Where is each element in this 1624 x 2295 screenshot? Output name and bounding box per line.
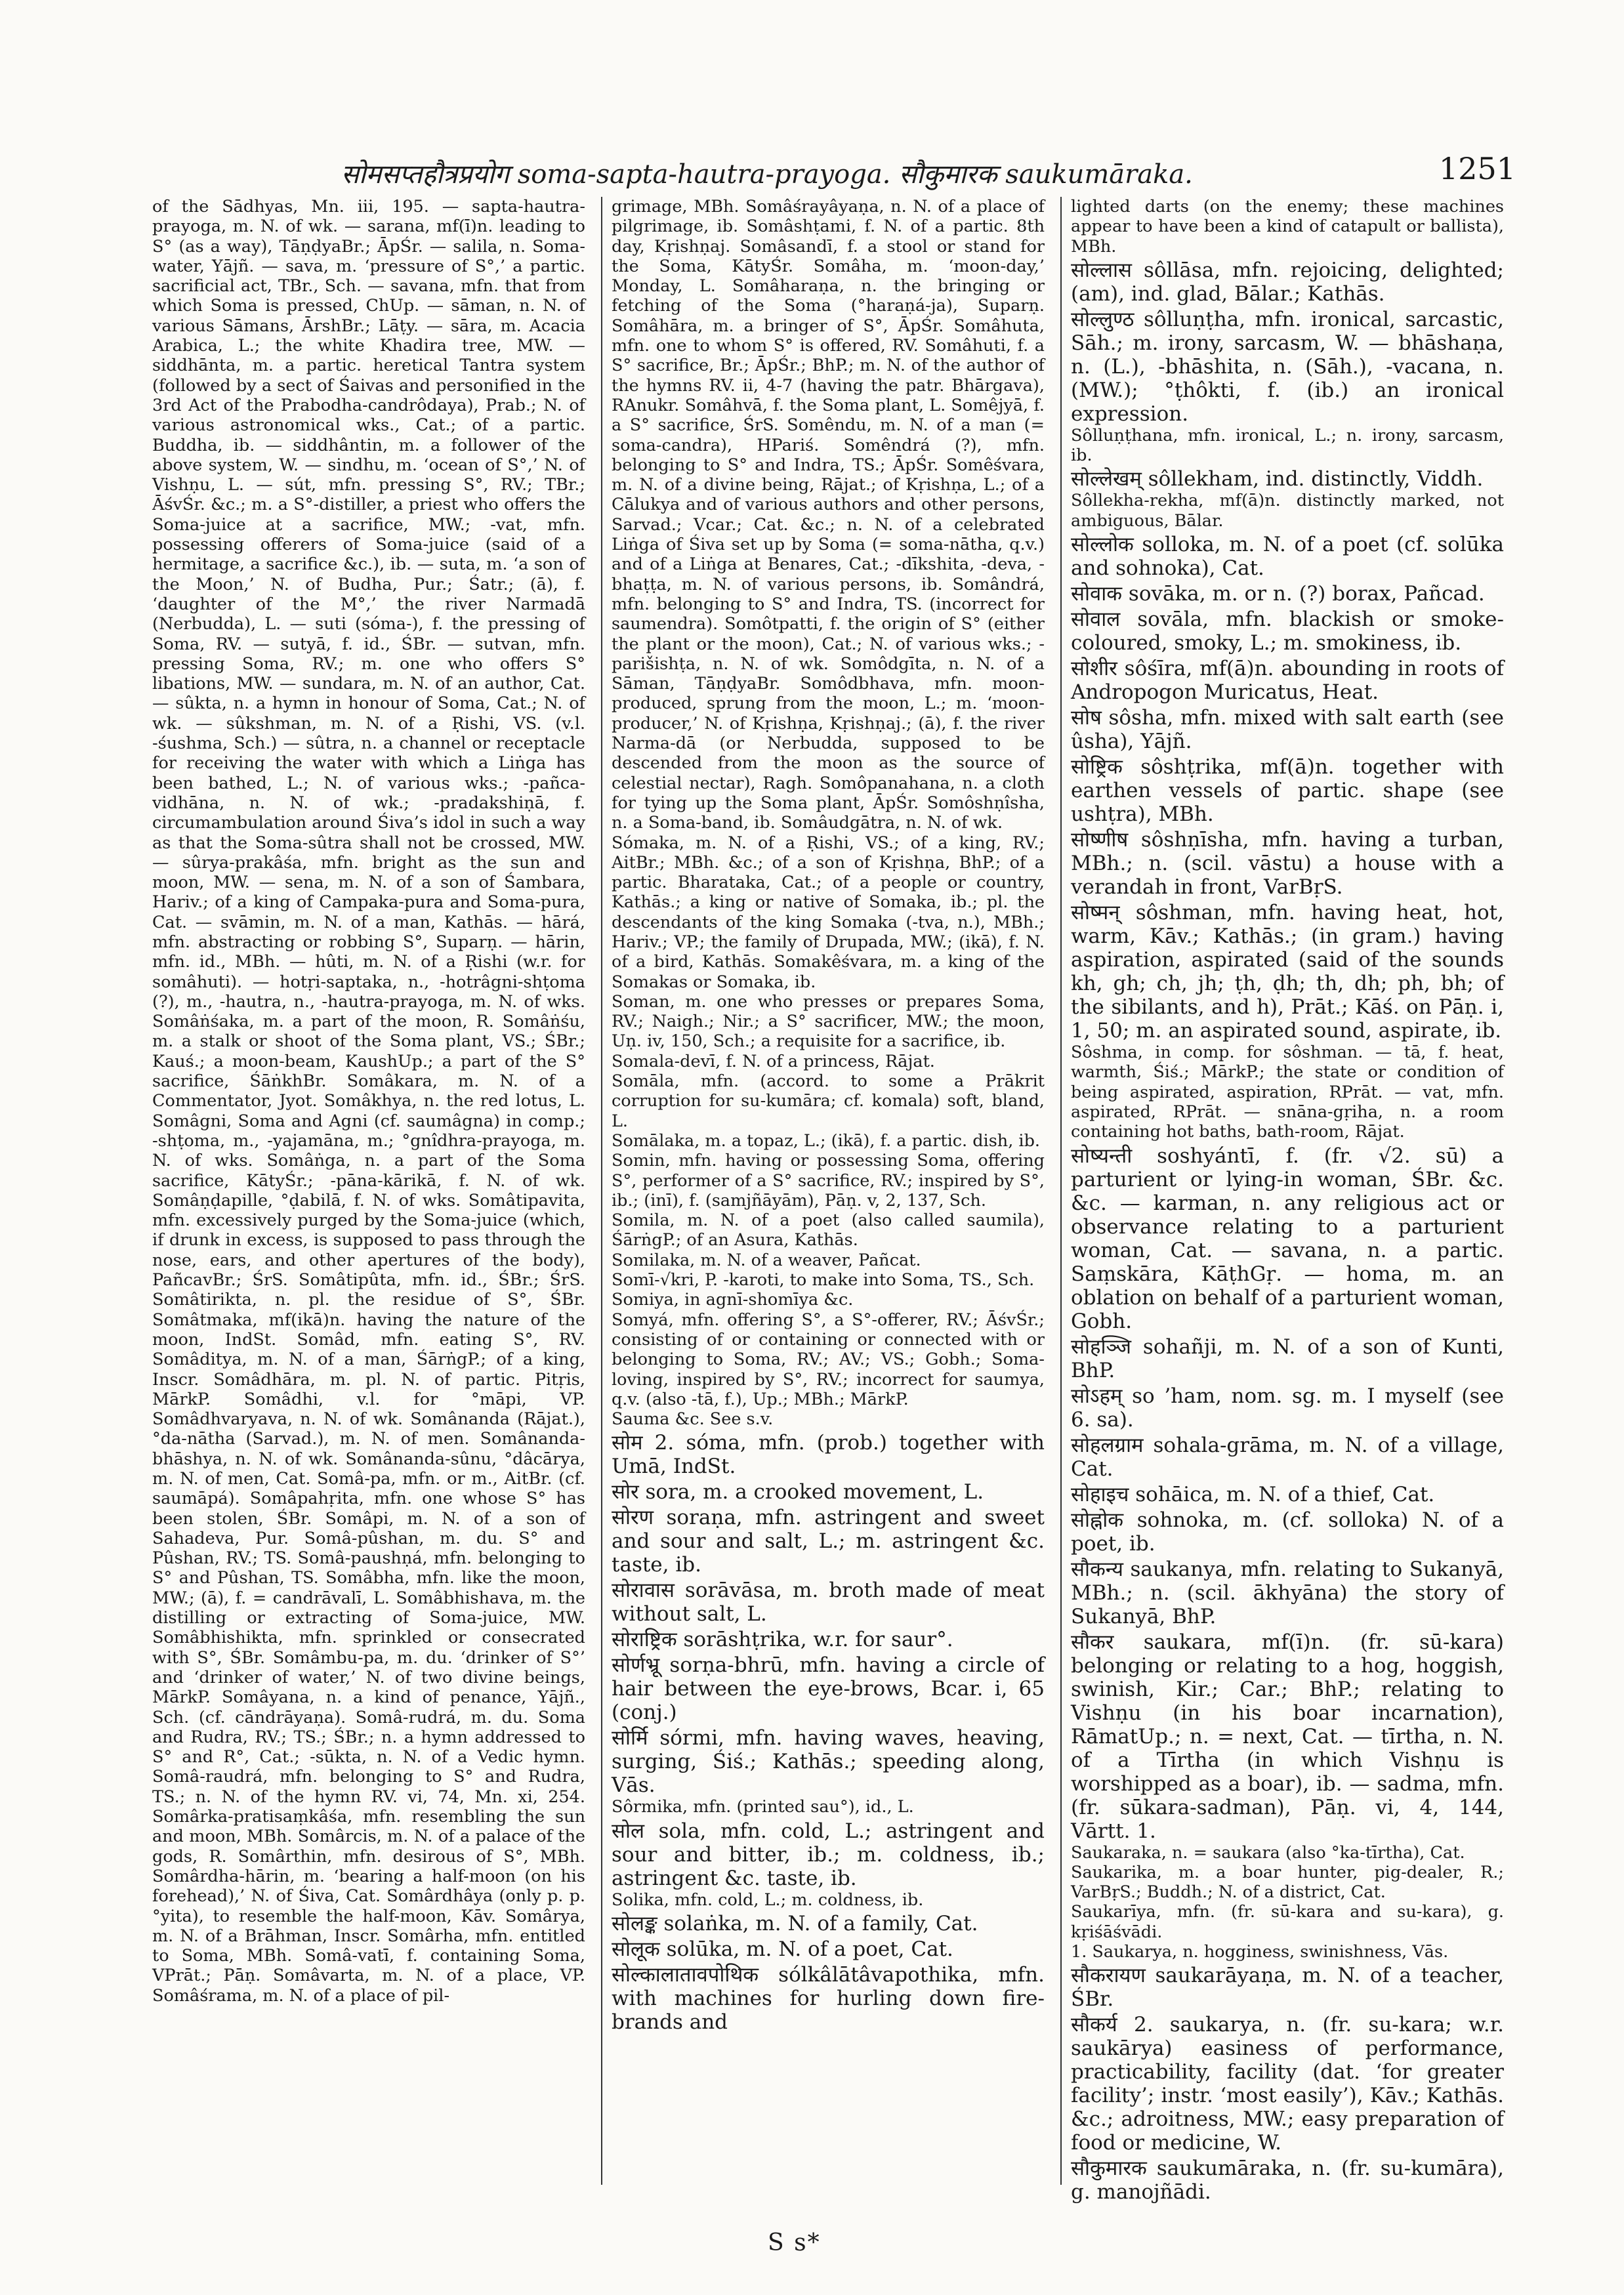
headword-entry: सौकर saukara, mf(ī)n. (fr. sū-kara) belonging or relating to a hog, hoggish, swinish, Kir.; Car.; BhP.; relating to Vishṇu (in his boar incarnation), RāmatUp.; n. = next, Cat. — tīrtha, n. N. of a Tīrtha (in which Vishṇu is worshipped as a boar), ib. — sadma, mfn. (fr. sūkara-sadman), Pāṇ. vi, 4, 144, Vārtt. 1. [1071,1630,1504,1843]
headword-entry: सोष sôsha, mfn. mixed with salt earth (see ûsha), Yājñ. [1071,706,1504,754]
entry-text: Somala-devī, f. N. of a princess, Rājat. [612,1051,935,1071]
headword-entry: सोष्मन् sôshman, mfn. having heat, hot, warm, Kāv.; Kathās.; (in gram.) having aspiration, aspirated (said of the sounds kh, gh; ch, jh; ṭh, ḍh; th, dh; ph, bh; of the sibilants, and h), Prāt.; Kāś. on Pāṇ. i, 1, 50; m. an aspirated sound, aspirate, ib. [1071,901,1504,1043]
entry-text: lighted darts (on the enemy; these machines appear to have been a kind of catapult or ballista), MBh. [1071,197,1504,257]
entry-text: Sómaka, m. N. of a Ṛishi, VS.; of a king, RV.; AitBr.; MBh. &c.; of a son of Kṛishṇa, BhP.; of a partic. Bharataka, Cat.; of a people or country, Kathās.; a king or native of Somaka, ib.; pl. the descendants of the king Somaka (-tva, n.), MBh.; Hariv.; VP.; the family of Drupada, MW.; (ikā), f. N. of a bird, Kathās. Somakêśvara, m. a king of the Somakas or Somaka, ib. [612,833,1045,992]
headword-entry: सोष्यन्ती soshyántī, f. (fr. √2. sū) a parturient or lying-in woman, ŚBr. &c. &c. — karman, n. any religious act or observance relating to a parturient woman, Cat. — savana, n. a partic. Saṃskāra, KāṭhGṛ. — homa, m. an oblation on behalf of a parturient woman, Gobh. [1071,1144,1504,1333]
entry-text: Somāla, mfn. (accord. to some a Prākrit corruption for su-kumāra; cf. komala) soft, bland, L. [612,1071,1045,1131]
entry-text: Solika, mfn. cold, L.; m. coldness, ib. [612,1890,924,1910]
headword-entry: सोर sora, m. a crooked movement, L. [612,1480,984,1504]
headword-entry: सोर्मि sórmi, mfn. having waves, heaving, surging, Śiś.; Kathās.; speeding along, Vās. [612,1726,1045,1798]
signature-mark: S s* [768,2229,821,2256]
headword-entry: सोष्णीष sôshṇīsha, mfn. having a turban, MBh.; n. (scil. vāstu) a house with a verandah in front, VarBṛS. [1071,828,1504,899]
headword-entry: सोरावास sorāvāsa, m. broth made of meat without salt, L. [612,1579,1045,1626]
entry-text: Somila, m. N. of a poet (also called saumila), ŚārṅgP.; of an Asura, Kathās. [612,1210,1045,1251]
entry-text: Sôlluṇṭhana, mfn. ironical, L.; n. irony, sarcasm, ib. [1071,425,1504,466]
headword-entry: सोल sola, mfn. cold, L.; astringent and sour and bitter, ib.; m. coldness, ib.; astringent &c. taste, ib. [612,1819,1045,1890]
entry-text: Sauma &c. See s.v. [612,1409,774,1430]
headword-entry: सोशीर sôśīra, mf(ā)n. abounding in roots of Andropogon Muricatus, Heat. [1071,657,1504,705]
headword-entry: सोवाल sovāla, mfn. blackish or smoke-coloured, smoky, L.; m. smokiness, ib. [1071,608,1504,655]
headword-entry: सौकर्य 2. saukarya, n. (fr. su-kara; w.r. saukārya) easiness of performance, practicability, facility (dat. ‘for greater facility’; instr. ‘most easily’), Kāv.; Kathās. &c.; adroitness, MW.; easy preparation of food or medicine, W. [1071,2013,1504,2155]
page-number: 1251 [1438,151,1516,186]
headword-entry: सोलङ्क solaṅka, m. N. of a family, Cat. [612,1912,978,1935]
headword-entry: सोल्लुण्ठ sôlluṇṭha, mfn. ironical, sarcastic, Sāh.; m. irony, sarcasm, W. — bhāshaṇa, n. (L.), -bhāshita, n. (Sāh.), -vacana, n. (MW.); °ṭhôkti, f. (ib.) an ironical expression. [1071,307,1504,426]
headword-entry: सोल्कालातावपोथिक sólkâlātâvapothika, mfn. with machines for hurling down fire-brands and [612,1963,1045,2034]
column-divider [1060,197,1062,2185]
headword-entry: सोहलग्राम sohala-grāma, m. N. of a village, Cat. [1071,1433,1504,1481]
headword-entry: सोर्णभ्रू sorṇa-bhrū, mfn. having a circle of hair between the eye-brows, Bcar. i, 65 (conj.) [612,1653,1045,1725]
column-1 [152,197,585,2185]
headword-entry: सोरण soraṇa, mfn. astringent and sweet and sour and salt, L.; m. astringent &c. taste, ib. [612,1506,1045,1577]
entry-text: Sôllekha-rekha, mf(ā)n. distinctly marked, not ambiguous, Bālar. [1071,491,1504,531]
entry-text: Soman, m. one who presses or prepares Soma, RV.; Naigh.; Nir.; a S° sacrificer, MW.; the moon, Uṇ. iv, 150, Sch.; a requisite for a sacrifice, ib. [612,991,1045,1052]
header-left-headword: सोमसप्तहौत्रप्रयोग soma-sapta-hautra-prayoga. [341,159,891,190]
headword-entry: सोहञ्जि sohañji, m. N. of a son of Kunti, BhP. [1071,1334,1504,1382]
column-divider [601,197,602,2185]
dictionary-columns [152,197,1517,2204]
entry-text: grimage, MBh. Somâśrayâyaṇa, n. N. of a place of pilgrimage, ib. Somâshṭami, f. N. of a partic. 8th day, Kṛishṇaj. Somâsandī, f. a stool or stand for the Soma, KātyŚr. Somâha, m. ‘moon-day,’ Monday, L. Somâharaṇa, n. the bringing or fetching of the Soma (°haraṇá-ja), Suparṇ. Somâhāra, m. a bringer of S°, ĀpŚr. Somâhuta, mfn. one to whom S° is offered, RV. Somâhuti, f. a S° sacrifice, Br.; ĀpŚr.; BhP.; m. N. of the author of the hymns RV. ii, 4-7 (having the patr. Bhārgava), RAnukr. Somâhvā, f. the Soma plant, L. Somêjyā, f. a S° sacrifice, ŚrS. Somêndu, m. N. of a man (= soma-candra), HPariś. Somêndrá (?), mfn. belonging to S° and Indra, TS.; ĀpŚr. Somêśvara, m. N. of a divine being, Rājat.; of Kṛishṇa, L.; of a Cālukya and of various authors and other persons, Sarvad.; Vcar.; Cat. &c.; n. N. of a celebrated Liṅga of Śiva set up by Soma (= soma-nātha, q.v.) and of a Liṅga at Benares, Cat.; -dīkshita, -deva, -bhaṭṭa, m. N. of various persons, ib. Somândrá, mfn. belonging to S° and Indra, TS. (incorrect for saumendra). Somôtpatti, f. the origin of S° (either the plant or the moon), Cat.; N. of various wks.; -parišishṭa, n. N. of wk. Somôdgīta, n. N. of a Sāman, TāṇḍyaBr. Somôdbhava, mfn. moon-produced, sprung from the moon, L.; m. ‘moon-producer,’ N. of Kṛishṇa, Kṛishṇaj.; (ā), f. the river Narma-dā (or Nerbudda, supposed to be descended from the moon as the source of celestial nectar), Ragh. Somôpanahana, n. a cloth for tying up the Soma plant, ĀpŚr. Somôshṇîsha, n. a Soma-band, ib. Somâudgātra, n. N. of wk. [612,197,1045,833]
entry-text: Sôshma, in comp. for sôshman. — tā, f. heat, warmth, Śiś.; MārkP.; the state or condition of being aspirated, aspiration, RPrāt. — vat, mfn. aspirated, RPrāt. — snāna-gṛiha, n. a room containing hot baths, bath-room, Rājat. [1071,1043,1504,1142]
column-2 [612,197,1045,2185]
headword-entry: सोह्नोक sohnoka, m. (cf. solloka) N. of a poet, ib. [1071,1508,1504,1556]
headword-entry: सौकन्य saukanya, mfn. relating to Sukanyā, MBh.; n. (scil. ākhyāna) the story of Sukanyā, BhP. [1071,1557,1504,1628]
entry-text: Saukaraka, n. = saukara (also °ka-tīrtha), Cat. [1071,1842,1465,1863]
entry-text: Somyá, mfn. offering S°, a S°-offerer, RV.; ĀśvŚr.; consisting of or containing or connected with or belonging to Soma, RV.; AV.; VS.; Gobh.; Soma-loving, inspired by S°, RV.; incorrect for saumya, q.v. (also -tā, f.), Up.; MBh.; MārkP. [612,1310,1045,1409]
running-header [151,146,1516,192]
headword-entry: सोम 2. sóma, mfn. (prob.) together with Umā, IndSt. [612,1431,1045,1479]
headword-entry: सोल्लेखम् sôllekham, ind. distinctly, Viddh. [1071,467,1484,491]
headword-entry: सोवाक sovāka, m. or n. (?) borax, Pañcad. [1071,582,1485,606]
headword-entry: सोऽहम् so ’ham, nom. sg. m. I myself (see 6. sa). [1071,1384,1504,1432]
headword-entry: सोल्लास sôllāsa, mfn. rejoicing, delighted; (am), ind. glad, Bālar.; Kathās. [1071,258,1504,306]
entry-text: Saukarika, m. a boar hunter, pig-dealer, R.; VarBṛS.; Buddh.; N. of a district, Cat. [1071,1862,1504,1903]
header-right-headword: सौकुमारक saukumāraka. [899,159,1193,190]
headword-entry: सौकुमारक saukumāraka, n. (fr. su-kumāra), g. manojñādi. [1071,2157,1504,2204]
entry-text: of the Sādhyas, Mn. iii, 195. — sapta-hautra-prayoga, m. N. of wk. — sarana, mf(ī)n. leading to S° (as a way), TāṇḍyaBr.; ĀpŚr. — salila, n. Soma-water, Yājñ. — sava, m. ‘pressure of S°,’ a partic. sacrificial act, TBr., Sch. — savana, mfn. that from which Soma is pressed, ChUp. — sāman, n. N. of various Sāmans, ĀrshBr.; Lāṭy. — sāra, m. Acacia Arabica, L.; the white Khadira tree, MW. — siddhānta, m. a partic. heretical Tantra system (followed by a sect of Śaivas and personified in the 3rd Act of the Prabodha-candrôdaya), Prab.; N. of various astronomical wks., Cat.; of a partic. Buddha, ib. — siddhântin, m. a follower of the above system, W. — sindhu, m. ‘ocean of S°,’ N. of Vishṇu, L. — sút, mfn. pressing S°, RV.; TBr.; ĀśvŚr. &c.; m. a S°-distiller, a priest who offers the Soma-juice at a sacrifice, MW.; -vat, mfn. possessing offerers of Soma-juice (said of a hermitage, a sacrifice &c.), ib. — suta, m. ‘a son of the Moon,’ N. of Budha, Pur.; Śatr.; (ā), f. ‘daughter of the M°,’ the river Narmadā (Nerbudda), L. — suti (sóma-), f. the pressing of Soma, RV. — sutyā, f. id., ŚBr. — sutvan, mfn. pressing Soma, RV.; m. one who offers S° libations, MW. — sundara, m. N. of an author, Cat. — sûkta, n. a hymn in honour of Soma, Cat.; N. of wk. — sûkshman, m. N. of a Ṛishi, VS. (v.l. -śushma, Sch.) — sûtra, n. a channel or receptacle for receiving the water with which a Liṅga has been bathed, L.; N. of various wks.; -pañca-vidhāna, n. N. of wk.; -pradakshiṇā, f. circumambulation around Śiva’s idol in such a way as that the Soma-sûtra shall not be crossed, MW. — sûrya-prakâśa, mfn. bright as the sun and moon, MW. — sena, m. N. of a son of Śambara, Hariv.; of a king of Campaka-pura and Soma-pura, Cat. — svāmin, m. N. of a man, Kathās. — hārá, mfn. abstracting or robbing S°, Suparṇ. — hārin, mfn. id., MBh. — hûti, m. N. of a Ṛishi (w.r. for somâhuti). — hotṛi-saptaka, n., -hotrâgni-shṭoma (?), m., -hautra, n., -hautra-prayoga, m. N. of wks. Somâṅśaka, m. a part of the moon, R. Somâṅśu, m. a stalk or shoot of the Soma plant, VS.; ŚBr.; Kauś.; a moon-beam, KaushUp.; a part of the S° sacrifice, ŚāṅkhBr. Somâkara, m. N. of a Commentator, Jyot. Somâkhya, n. the red lotus, L. Somâgni, Soma and Agni (cf. saumâgna) in comp.; -shṭoma, m., -yajamāna, m.; °gnîdhra-prayoga, m. N. of wks. Somâṅga, n. a part of the Soma sacrifice, KātyŚr.; -pāna-kārikā, f. N. of wk. Somâṇḍapille, °ḍabilā, f. N. of wks. Somâtipavita, mfn. excessively purged by the Soma-juice (which, if drunk in excess, is supposed to pass through the nose, ears, and other apertures of the body), PañcavBr.; ŚrS. Somâtipûta, mfn. id., ŚBr.; ŚrS. Somâtirikta, n. pl. the residue of S°, ŚBr. Somâtmaka, mf(ikā)n. having the nature of the moon, IndSt. Somâd, mfn. eating S°, RV. Somâditya, m. N. of a man, ŚārṅgP.; of a king, Inscr. Somâdhāra, m. pl. N. of partic. Pitṛis, MārkP. Somâdhi, v.l. for °māpi, VP. Somâdhvaryava, n. N. of wk. Somânanda (Rājat.), °da-nātha (Sarvad.), m. N. of men. Somânanda-bhāshya, n. N. of wk. Somânanda-sûnu, °dâcārya, m. N. of men, Cat. Somâ-pa, mfn. or m., AitBr. (cf. saumāpá). Somâpahṛita, mfn. one whose S° has been stolen, ŚBr. Somâpi, m. N. of a son of Sahadeva, Pur. Somâ-pûshan, m. du. S° and Pûshan, RV.; TS. Somâ-paushṇá, mfn. belonging to S° and Pûshan, TS. Somâbha, mfn. like the moon, MW.; (ā), f. = candrāvalī, L. Somâbhishava, m. the distilling or extracting of Soma-juice, MW. Somâbhishikta, mfn. sprinkled or consecrated with S°, ŚBr. Somâmbu-pa, m. du. ‘drinker of S°’ and ‘drinker of water,’ N. of two divine beings, MārkP. Somâyana, n. a kind of penance, Yājñ., Sch. (cf. cāndrāyaṇa). Somâ-rudrá, m. du. Soma and Rudra, RV.; TS.; ŚBr.; n. a hymn addressed to S° and R°, Cat.; -sūkta, n. N. of a Vedic hymn. Somâ-raudrá, mfn. belonging to S° and Rudra, TS.; n. N. of the hymn RV. vi, 74, Mn. xi, 254. Somârka-pratisaṃkâśa, mfn. resembling the sun and moon, MBh. Somârcis, m. N. of a palace of the gods, R. Somârthin, mfn. desirous of S°, MBh. Somârdha-hārin, m. ‘bearing a half-moon (on his forehead),’ N. of Śiva, Cat. Somârdhâya (only p. p. °yita), to resemble the half-moon, Kāv. Somârya, m. N. of a Brāhman, Inscr. Somârha, mfn. entitled to Soma, MBh. Somâ-vatī, f. containing Soma, VPrāt.; Pāṇ. Somâvarta, m. N. of a place, VP. Somâśrama, m. N. of a place of pil- [152,197,585,2006]
entry-text: Sôrmika, mfn. (printed sau°), id., L. [612,1797,914,1817]
entry-text: Somin, mfn. having or possessing Soma, offering S°, performer of a S° sacrifice, RV.; inspired by S°, ib.; (inī), f. (samjñāyām), Pāṇ. v, 2, 137, Sch. [612,1151,1045,1210]
headword-entry: सौकरायण saukarāyaṇa, m. N. of a teacher, ŚBr. [1071,1964,1504,2012]
headword-entry: सोहाइच sohāica, m. N. of a thief, Cat. [1071,1482,1435,1506]
entry-text: Somiya, in agnī-shomīya &c. [612,1290,854,1310]
entry-text: Somī-√kri, P. -karoti, to make into Soma, TS., Sch. [612,1270,1035,1291]
entry-text: Somālaka, m. a topaz, L.; (ikā), f. a partic. dish, ib. [612,1130,1041,1151]
headword-entry: सोराष्ट्रिक sorāshṭrika, w.r. for saur°. [612,1628,953,1652]
headword-entry: सोलूक solūka, m. N. of a poet, Cat. [612,1937,953,1961]
column-3 [1071,197,1504,2204]
entry-text: Saukarīya, mfn. (fr. sū-kara and su-kara), g. kṛiśāśvādi. [1071,1902,1504,1942]
entry-text: 1. Saukarya, n. hogginess, swinishness, Vās. [1071,1942,1449,1962]
entry-text: Somilaka, m. N. of a weaver, Pañcat. [612,1250,921,1270]
headword-entry: सोल्लोक solloka, m. N. of a poet (cf. solūka and sohnoka), Cat. [1071,533,1504,581]
headword-entry: सोष्ट्रिक sôshṭrika, mf(ā)n. together with earthen vessels of partic. shape (see ushṭra), MBh. [1071,755,1504,827]
